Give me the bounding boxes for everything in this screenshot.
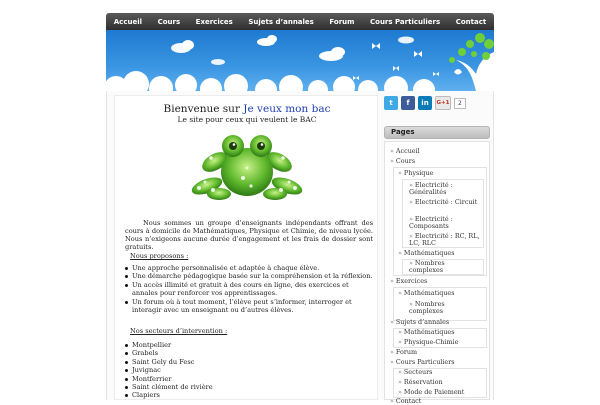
gplus-button[interactable]: G+1 bbox=[435, 96, 451, 110]
menu-exercices[interactable]: » Exercices bbox=[390, 278, 427, 285]
menu-sujets-annales[interactable]: » Sujets d’annales bbox=[390, 319, 449, 326]
nav-sujets-annales[interactable]: Sujets d’annales bbox=[248, 17, 314, 26]
menu-cours[interactable]: » Cours bbox=[390, 158, 415, 165]
intro-paragraph: Nous sommes un groupe d’enseignants indépendants offrant des cours à domicile de Mathématiques, Physique et Chimie, de niveau lycée. Nous n’exigeons aucune durée d’engagement et les frais de dossier sont gratuits. bbox=[125, 219, 373, 251]
welcome-heading bbox=[115, 103, 379, 115]
social-share-bar bbox=[384, 96, 466, 110]
nav-exercices[interactable]: Exercices bbox=[195, 17, 233, 26]
pages-widget-heading bbox=[384, 126, 490, 139]
sky-clouds-illustration bbox=[106, 30, 494, 91]
menu-forum[interactable]: » Forum bbox=[390, 349, 417, 356]
menu-physique[interactable]: » Physique bbox=[398, 170, 433, 177]
twitter-icon[interactable]: t bbox=[384, 96, 398, 110]
green-frog-illustration bbox=[185, 128, 309, 208]
proposals-heading: Nous proposons : bbox=[130, 252, 189, 260]
menu-secteurs[interactable]: » Secteurs bbox=[398, 369, 432, 376]
menu-suj-physique-chimie[interactable]: » Physique-Chimie bbox=[398, 339, 458, 346]
linkedin-icon[interactable]: in bbox=[418, 96, 432, 110]
facebook-icon[interactable]: f bbox=[401, 96, 415, 110]
menu-mode-paiement[interactable]: » Mode de Paiement bbox=[398, 389, 464, 396]
list-item: Juvignac bbox=[125, 366, 375, 374]
list-item: Montpellier bbox=[125, 341, 375, 349]
list-item: Grabels bbox=[125, 349, 375, 357]
menu-nombres-complexes[interactable]: » Nombres complexes bbox=[409, 260, 469, 274]
pages-menu bbox=[384, 141, 490, 405]
sectors-heading: Nos secteurs d’intervention : bbox=[130, 327, 228, 335]
list-item: Un forum où à tout moment, l’élève peut s’informer, interroger et interagir avec un enseignant ou d’autres élèves. bbox=[125, 298, 375, 315]
list-item: Clapiers bbox=[125, 391, 375, 399]
list-item: Une approche personnalisée et adaptée à chaque élève. bbox=[125, 264, 375, 272]
main-nav bbox=[106, 13, 494, 30]
menu-cours-particuliers[interactable]: » Cours Particuliers bbox=[390, 359, 455, 366]
menu-reservation[interactable]: » Réservation bbox=[398, 379, 443, 386]
welcome-prefix: Bienvenue sur bbox=[163, 103, 244, 115]
sectors-list bbox=[125, 341, 375, 400]
nav-contact[interactable]: Contact bbox=[455, 17, 487, 26]
menu-ex-mathematiques[interactable]: » Mathématiques bbox=[398, 290, 455, 297]
list-item: Un accès illimité et gratuit à des cours en ligne, des exercices et annales pour renforcer vos apprentissages. bbox=[125, 281, 375, 298]
menu-ex-nombres-complexes[interactable]: » Nombres complexes bbox=[409, 301, 459, 315]
menu-suj-mathematiques[interactable]: » Mathématiques bbox=[398, 329, 455, 336]
list-item: Montferrier bbox=[125, 375, 375, 383]
pages-heading-label: Pages bbox=[391, 128, 415, 136]
main-content bbox=[114, 95, 378, 400]
gplus-count: 2 bbox=[454, 98, 466, 109]
menu-elec-circuit[interactable]: » Electricité : Circuit bbox=[409, 199, 483, 206]
menu-mathematiques[interactable]: » Mathématiques bbox=[398, 250, 455, 257]
nav-forum[interactable]: Forum bbox=[329, 17, 355, 26]
list-item: Saint clément de rivière bbox=[125, 383, 375, 391]
menu-elec-rc[interactable]: » Electricité : RC, RL, LC, RLC bbox=[409, 233, 483, 247]
menu-elec-composants[interactable]: » Electricité : Composants bbox=[409, 216, 483, 230]
nav-accueil[interactable]: Accueil bbox=[113, 17, 143, 26]
site-name-link[interactable]: Je veux mon bac bbox=[243, 103, 331, 115]
list-item: Saint Gely du Fesc bbox=[125, 358, 375, 366]
list-item: Une démarche pédagogique basée sur la compréhension et la réflexion. bbox=[125, 272, 375, 280]
header-banner bbox=[106, 30, 494, 91]
nav-cours[interactable]: Cours bbox=[157, 17, 181, 26]
proposals-list bbox=[125, 264, 375, 314]
site-tagline: Le site pour ceux qui veulent le BAC bbox=[177, 115, 317, 124]
nav-cours-particuliers[interactable]: Cours Particuliers bbox=[370, 17, 441, 26]
menu-contact[interactable]: » Contact bbox=[390, 398, 421, 405]
menu-accueil[interactable]: » Accueil bbox=[390, 148, 420, 155]
menu-elec-generalites[interactable]: » Electricité : Généralités bbox=[409, 182, 483, 196]
